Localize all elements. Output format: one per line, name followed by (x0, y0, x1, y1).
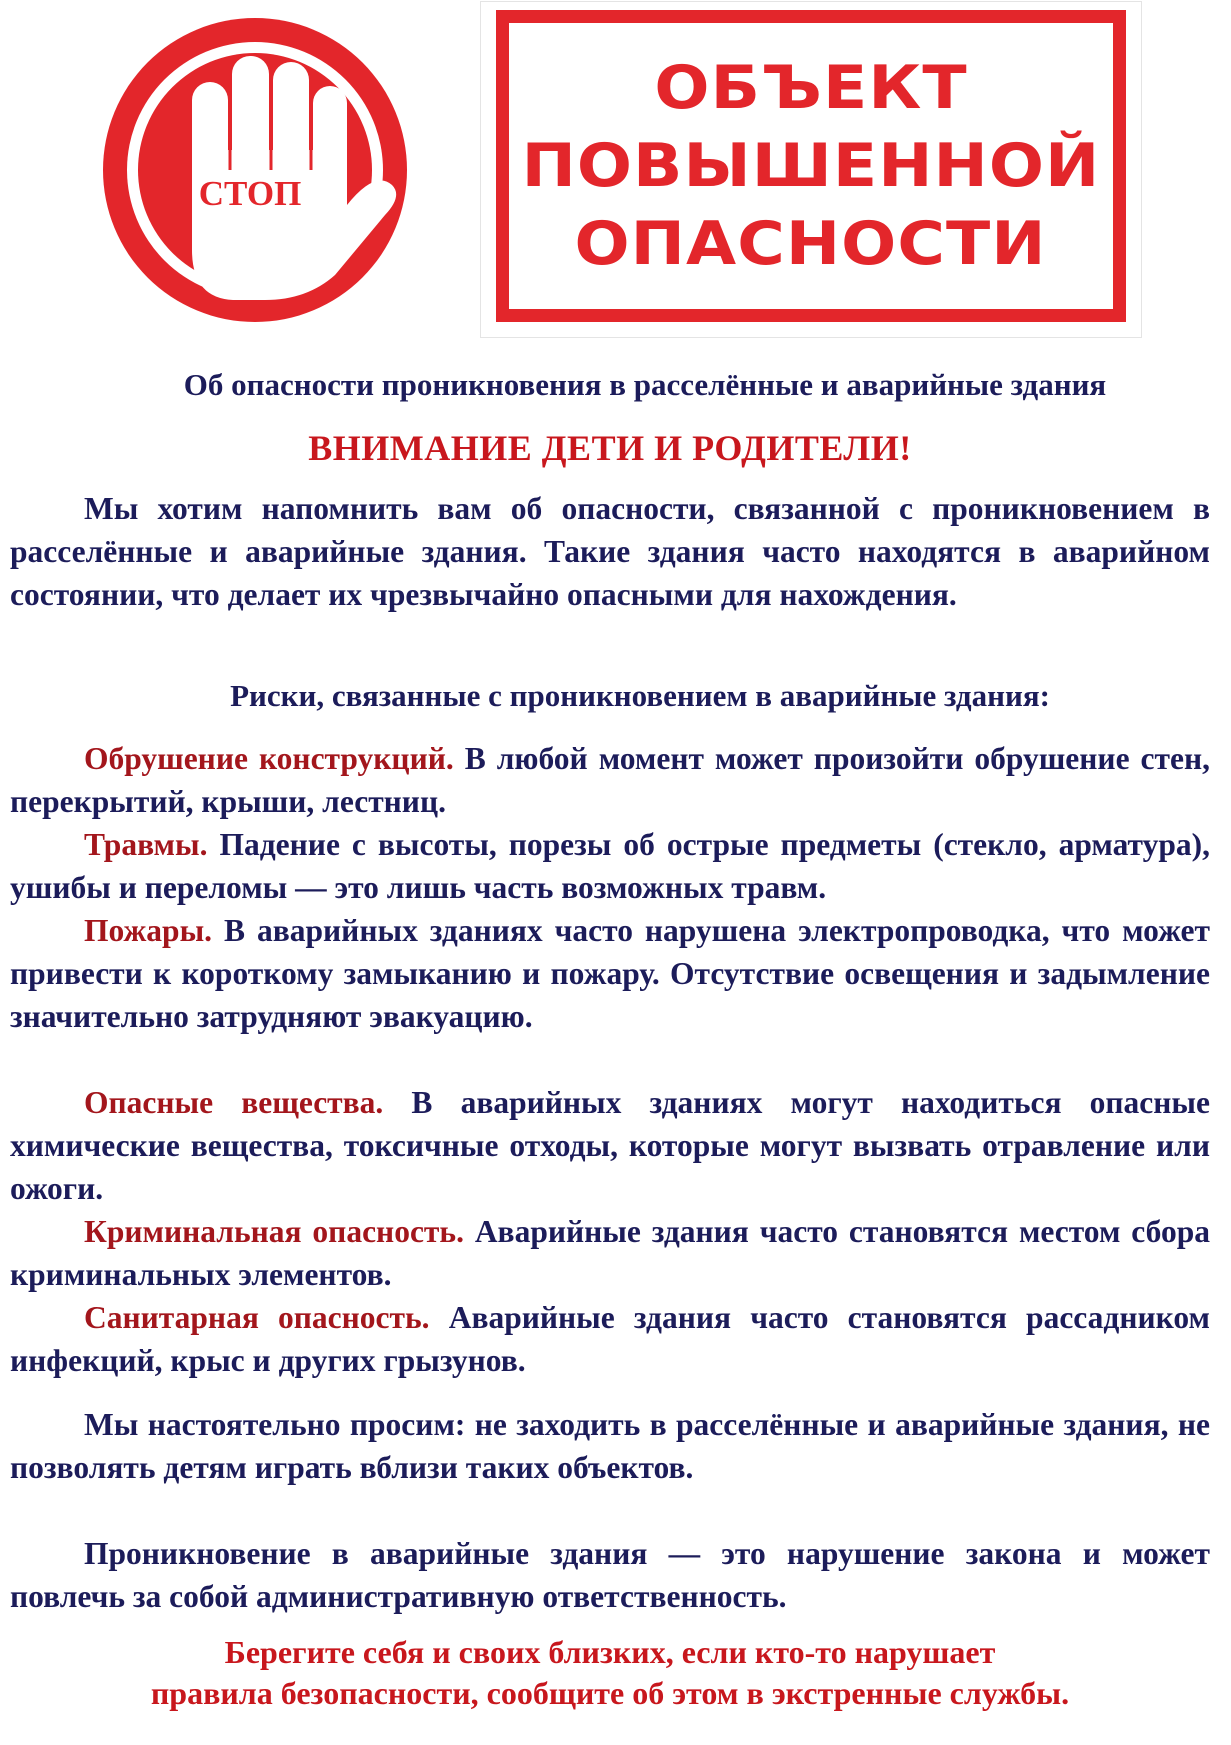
risk-text: В аварийных зданиях часто нарушена электропроводка, что может привести к короткому замыканию и пожару. Отсутствие освещения и задымление значительно затрудняют эвакуацию. (10, 913, 1210, 1034)
intro-paragraph: Мы хотим напомнить вам об опасности, связанной с проникновением в расселённые и аварийные здания. Такие здания часто находятся в аварийном состоянии, что делает их чрезвычайно опасными для нахождения. (10, 491, 1210, 612)
risk-title: Обрушение конструкций. (84, 741, 454, 776)
stop-hand-sign (85, 0, 425, 340)
risk-fires (10, 909, 1210, 1038)
risk-text: В аварийных зданиях могут находиться опасные химические вещества, токсичные отходы, которые могут вызвать отравление или ожоги. (10, 1085, 1211, 1206)
page-title: Об опасности проникновения в расселённые и аварийные здания (183, 367, 1107, 402)
risk-text: Аварийные здания часто становятся местом сбора криминальных элементов. (10, 1214, 1210, 1292)
risk-collapse (10, 737, 1210, 823)
risk-text: Аварийные здания часто становятся рассадником инфекций, крыс и других грызунов. (10, 1300, 1210, 1378)
risk-text: В любой момент может произойти обрушение стен, перекрытий, крыши, лестниц. (10, 741, 1210, 819)
hazard-frame (496, 10, 1126, 322)
risk-title: Пожары. (84, 913, 213, 948)
risks-heading: Риски, связанные с проникновением в аварийные здания: (230, 678, 1050, 713)
hazard-line-2: ПОВЫШЕННОЙ (521, 131, 1101, 201)
high-danger-sign (481, 2, 1141, 337)
attention-heading: ВНИМАНИЕ ДЕТИ И РОДИТЕЛИ! (308, 428, 912, 468)
request-paragraph: Мы настоятельно просим: не заходить в расселённые и аварийные здания, не позволять детям играть вблизи таких объектов. (10, 1407, 1210, 1485)
risk-title: Травмы. (84, 827, 208, 862)
risk-hazardous-substances (10, 1081, 1210, 1210)
risk-title: Криминальная опасность. (84, 1214, 464, 1249)
risk-title: Опасные вещества. (84, 1085, 384, 1120)
footer-line-2: правила безопасности, сообщите об этом в экстренные службы. (150, 1675, 1070, 1711)
hazard-line-1: ОБЪЕКТ (654, 53, 968, 123)
hazard-line-3: ОПАСНОСТИ (574, 209, 1048, 279)
law-paragraph: Проникновение в аварийные здания — это нарушение закона и может повлечь за собой административную ответственность. (10, 1536, 1210, 1614)
risk-criminal (10, 1210, 1210, 1296)
stop-hand-icon (85, 0, 425, 340)
risk-text: Падение с высоты, порезы об острые предметы (стекло, арматура), ушибы и переломы — это лишь часть возможных травм. (10, 827, 1210, 905)
risk-sanitary (10, 1296, 1210, 1382)
footer-warning (10, 1632, 1210, 1714)
footer-line-1: Берегите себя и своих близких, если кто-то нарушает (224, 1634, 996, 1670)
stop-label: СТОП (198, 174, 302, 213)
risk-title: Санитарная опасность. (84, 1300, 430, 1335)
risk-injuries (10, 823, 1210, 909)
